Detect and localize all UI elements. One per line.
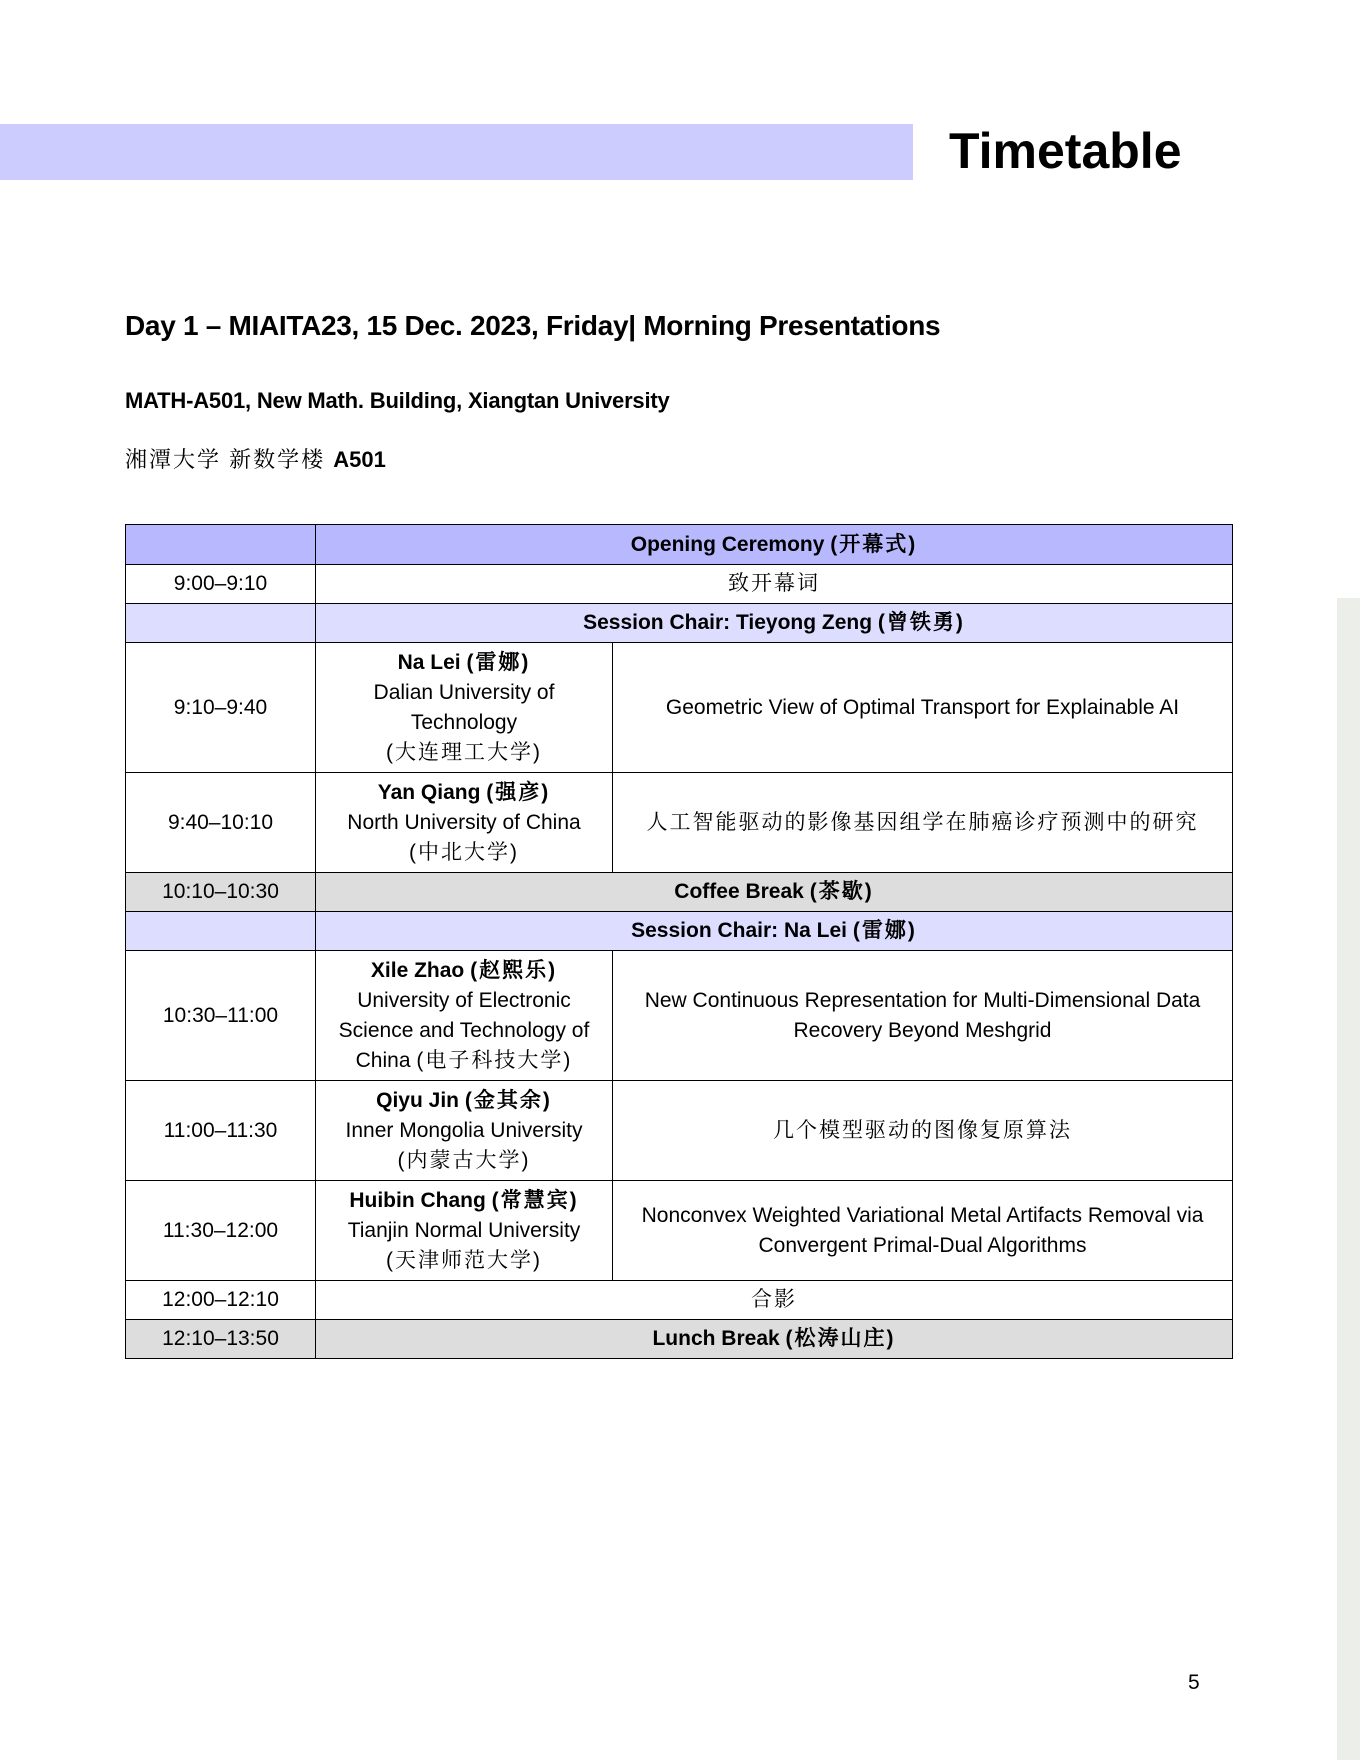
- talk-title-cell: [613, 951, 1233, 1081]
- speaker-cell: [316, 1081, 613, 1181]
- talk-title: Geometric View of Optimal Transport for Explainable AI: [665, 695, 1180, 719]
- time-cell: 12:10–13:50: [126, 1320, 316, 1359]
- table-row-session2-chair: [126, 912, 1233, 951]
- page-title: Timetable: [949, 123, 1182, 179]
- page-number: 5: [1188, 1671, 1200, 1694]
- opening-ceremony-cell: [316, 525, 1233, 565]
- venue-room-code: A501: [333, 447, 386, 472]
- table-row-welcome: [126, 565, 1233, 604]
- speaker-name-cn: (强彦): [486, 780, 551, 804]
- group-photo-cell: 合影: [316, 1281, 1233, 1320]
- session-chair-cell: [316, 912, 1233, 951]
- table-row-opening: [126, 525, 1233, 565]
- coffee-break-label-cn: (茶歇): [809, 880, 874, 903]
- time-cell: 9:10–9:40: [126, 643, 316, 773]
- speaker-affiliation: North University of China: [347, 810, 581, 834]
- scrollbar[interactable]: [1337, 598, 1360, 1760]
- talk-title-cell: [613, 1181, 1233, 1281]
- table-row-talk: [126, 643, 1233, 773]
- speaker-name-cn: (赵熙乐): [470, 958, 558, 982]
- speaker-cell: [316, 643, 613, 773]
- talk-title-cell: [613, 1081, 1233, 1181]
- speaker-cell: [316, 951, 613, 1081]
- table-row-session1-chair: [126, 604, 1233, 643]
- speaker-affiliation-cn: (中北大学): [409, 840, 519, 864]
- speaker-affiliation: Dalian University of Technology: [373, 680, 555, 734]
- lunch-break-cell: [316, 1320, 1233, 1359]
- speaker-name-cn: (雷娜): [466, 650, 531, 674]
- speaker-cell: [316, 1181, 613, 1281]
- venue-chinese: [125, 443, 386, 477]
- talk-title-cell: [613, 773, 1233, 873]
- timetable: [125, 524, 1233, 1359]
- table-row-group-photo: [126, 1281, 1233, 1320]
- header-band: [0, 124, 913, 180]
- day-heading: Day 1 – MIAITA23, 15 Dec. 2023, Friday| Morning Presentations: [125, 310, 941, 341]
- time-cell: 11:00–11:30: [126, 1081, 316, 1181]
- opening-label: Opening Ceremony: [630, 532, 825, 556]
- speaker-affiliation: University of Electronic Science and Technology of China: [338, 988, 590, 1072]
- speaker-name: Xile Zhao: [370, 958, 465, 982]
- table-row-talk: [126, 773, 1233, 873]
- session-chair-cell: [316, 604, 1233, 643]
- talk-title: Nonconvex Weighted Variational Metal Artifacts Removal via Convergent Primal-Dual Algorithms: [641, 1203, 1204, 1257]
- session-chair-label: Session Chair: Tieyong Zeng: [583, 611, 873, 634]
- speaker-affiliation-cn: (电子科技大学): [416, 1048, 573, 1072]
- speaker-name-cn: (常慧宾): [491, 1188, 579, 1212]
- speaker-cell: [316, 773, 613, 873]
- lunch-break-label-cn: (松涛山庄): [785, 1327, 896, 1350]
- coffee-break-label: Coffee Break: [674, 880, 804, 903]
- venue-chinese-name: 湘潭大学 新数学楼: [125, 447, 326, 472]
- speaker-name: Yan Qiang: [377, 780, 481, 804]
- speaker-affiliation-cn: (天津师范大学): [386, 1248, 542, 1272]
- time-cell-empty: [126, 604, 316, 643]
- time-cell: 9:40–10:10: [126, 773, 316, 873]
- welcome-cell: 致开幕词: [316, 565, 1233, 604]
- time-cell: 10:10–10:30: [126, 873, 316, 912]
- speaker-affiliation-cn: (内蒙古大学): [397, 1148, 531, 1172]
- opening-label-cn: (开幕式): [830, 532, 918, 556]
- coffee-break-cell: [316, 873, 1233, 912]
- time-cell: 11:30–12:00: [126, 1181, 316, 1281]
- lunch-break-label: Lunch Break: [652, 1327, 780, 1350]
- speaker-name: Qiyu Jin: [376, 1088, 459, 1112]
- table-row-talk: [126, 951, 1233, 1081]
- session-chair-label-cn: (雷娜): [852, 919, 917, 942]
- speaker-affiliation: Inner Mongolia University: [345, 1118, 583, 1142]
- talk-title-cell: [613, 643, 1233, 773]
- talk-title: New Continuous Representation for Multi-Dimensional Data Recovery Beyond Meshgrid: [644, 988, 1201, 1042]
- talk-title: 几个模型驱动的图像复原算法: [773, 1118, 1072, 1142]
- speaker-affiliation: Tianjin Normal University: [347, 1218, 581, 1242]
- speaker-affiliation-cn: (大连理工大学): [386, 740, 542, 764]
- table-row-lunch-break: [126, 1320, 1233, 1359]
- table-row-talk: [126, 1081, 1233, 1181]
- speaker-name: Huibin Chang: [349, 1188, 486, 1212]
- speaker-name-cn: (金其余): [464, 1088, 552, 1112]
- table-row-talk: [126, 1181, 1233, 1281]
- talk-title: 人工智能驱动的影像基因组学在肺癌诊疗预测中的研究: [646, 810, 1199, 834]
- time-cell-empty: [126, 912, 316, 951]
- time-cell-empty: [126, 525, 316, 565]
- session-chair-label: Session Chair: Na Lei: [631, 919, 848, 942]
- time-cell: 10:30–11:00: [126, 951, 316, 1081]
- table-row-coffee-break: [126, 873, 1233, 912]
- venue-english: MATH-A501, New Math. Building, Xiangtan University: [125, 388, 670, 413]
- speaker-name: Na Lei: [397, 650, 461, 674]
- time-cell: 9:00–9:10: [126, 565, 316, 604]
- session-chair-label-cn: (曾铁勇): [877, 611, 965, 634]
- time-cell: 12:00–12:10: [126, 1281, 316, 1320]
